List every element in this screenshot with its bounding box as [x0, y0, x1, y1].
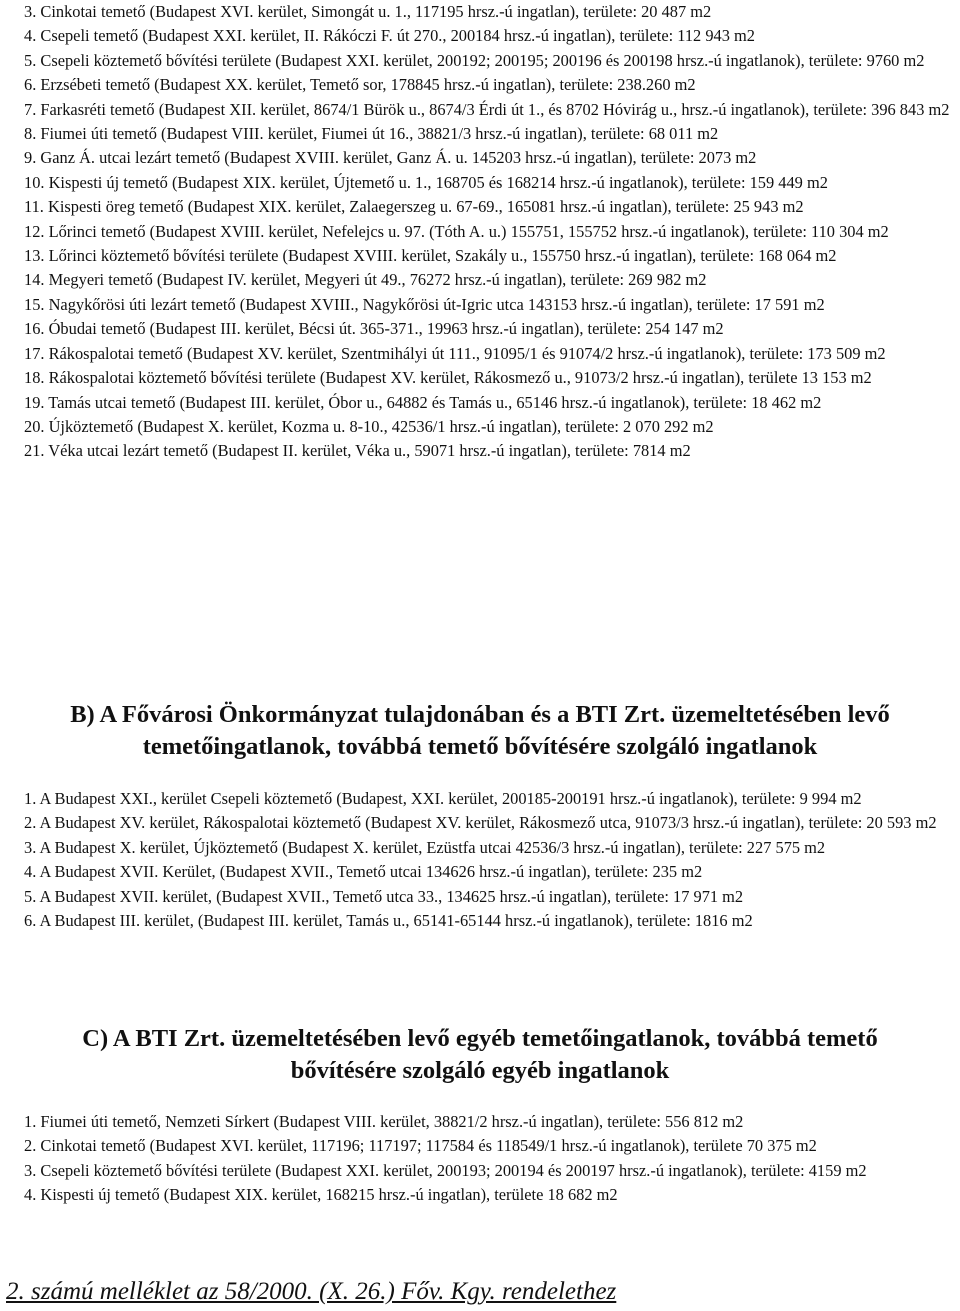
list-item: 4. Csepeli temető (Budapest XXI. kerület, II. Rákóczi F. út 270., 200184 hrsz.-ú ingatlan), területe: 112 943 m2	[24, 26, 755, 46]
list-item: 18. Rákospalotai köztemető bővítési területe (Budapest XV. kerület, Rákosmező u., 91073/2 hrsz.-ú ingatlan), területe 13 153 m2	[24, 368, 872, 388]
section-b-heading: B) A Fővárosi Önkormányzat tulajdonában és a BTI Zrt. üzemeltetésében levő temetőingatlanok, továbbá temető bővítésére szolgáló ingatlanok	[70, 701, 890, 760]
list-item: 5. A Budapest XVII. kerület, (Budapest XVII., Temető utca 33., 134625 hrsz.-ú ingatlan), területe: 17 971 m2	[24, 886, 744, 906]
list-item: 2. A Budapest XV. kerület, Rákospalotai köztemető (Budapest XV. kerület, Rákosmező utca, 91073/3 hrsz.-ú ingatlan), területe: 20 593 m2	[24, 813, 937, 833]
list-item: 3. A Budapest X. kerület, Újköztemető (Budapest X. kerület, Ezüstfa utcai 42536/3 hrsz.-ú ingatlan), területe: 227 575 m2	[24, 837, 826, 857]
list-item: 17. Rákospalotai temető (Budapest XV. kerület, Szentmihályi út 111., 91095/1 és 91074/2 hrsz.-ú ingatlanok), területe: 173 509 m2	[24, 343, 886, 363]
list-item: 7. Farkasréti temető (Budapest XII. kerület, 8674/1 Bürök u., 8674/3 Érdi út 1., és 8702 Hóvirág u., hrsz.-ú ingatlanok), területe: 396 843 m2	[24, 99, 950, 119]
section-a-list	[0, 0, 960, 464]
section-c-list	[0, 1110, 960, 1208]
list-item: 16. Óbudai temető (Budapest III. kerület, Bécsi út. 365-371., 19963 hrsz.-ú ingatlan), területe: 254 147 m2	[24, 319, 724, 339]
list-item: 1. Fiumei úti temető, Nemzeti Sírkert (Budapest VIII. kerület, 38821/2 hrsz.-ú ingatlan), területe: 556 812 m2	[24, 1112, 744, 1131]
list-item: 10. Kispesti új temető (Budapest XIX. kerület, Újtemető u. 1., 168705 és 168214 hrsz.-ú ingatlanok), területe: 159 449 m2	[24, 172, 828, 192]
list-item: 20. Újköztemető (Budapest X. kerület, Kozma u. 8-10., 42536/1 hrsz.-ú ingatlan), területe: 2 070 292 m2	[24, 416, 714, 436]
annex-title: 2. számú melléklet az 58/2000. (X. 26.) Főv. Kgy. rendelethez	[6, 1278, 617, 1305]
list-item: 11. Kispesti öreg temető (Budapest XIX. kerület, Zalaegerszeg u. 67-69., 165081 hrsz.-ú ingatlan), területe: 25 943 m2	[24, 197, 804, 217]
list-item: 6. A Budapest III. kerület, (Budapest III. kerület, Tamás u., 65141-65144 hrsz.-ú ingatlanok), területe: 1816 m2	[24, 911, 753, 931]
list-item: 3. Csepeli köztemető bővítési területe (Budapest XXI. kerület, 200193; 200194 és 200197 hrsz.-ú ingatlanok), területe: 4159 m2	[24, 1160, 867, 1180]
list-item: 14. Megyeri temető (Budapest IV. kerület, Megyeri út 49., 76272 hrsz.-ú ingatlan), területe: 269 982 m2	[24, 270, 707, 290]
list-item: 1. A Budapest XXI., kerület Csepeli köztemető (Budapest, XXI. kerület, 200185-200191 hrsz.-ú ingatlanok), területe: 9 994 m2	[24, 789, 862, 808]
list-item: 2. Cinkotai temető (Budapest XVI. kerület, 117196; 117197; 117584 és 118549/1 hrsz.-ú ingatlanok), területe 70 375 m2	[24, 1136, 817, 1156]
section-c-heading: C) A BTI Zrt. üzemeltetésében levő egyéb temetőingatlanok, továbbá temető bővítésére szolgáló egyéb ingatlanok	[82, 1025, 878, 1084]
list-item: 4. A Budapest XVII. Kerület, (Budapest XVII., Temető utcai 134626 hrsz.-ú ingatlan), területe: 235 m2	[24, 862, 703, 882]
list-item: 6. Erzsébeti temető (Budapest XX. kerület, Temető sor, 178845 hrsz.-ú ingatlan), területe: 238.260 m2	[24, 75, 696, 95]
list-item: 4. Kispesti új temető (Budapest XIX. kerület, 168215 hrsz.-ú ingatlan), területe 18 682 m2	[24, 1185, 618, 1205]
list-item: 19. Tamás utcai temető (Budapest III. kerület, Óbor u., 64882 és Tamás u., 65146 hrsz.-ú ingatlanok), területe: 18 462 m2	[24, 392, 822, 412]
list-item: 9. Ganz Á. utcai lezárt temető (Budapest XVIII. kerület, Ganz Á. u. 145203 hrsz.-ú ingatlan), területe: 2073 m2	[24, 148, 757, 168]
section-b-list	[0, 787, 960, 933]
list-item: 8. Fiumei úti temető (Budapest VIII. kerület, Fiumei út 16., 38821/3 hrsz.-ú ingatlan), területe: 68 011 m2	[24, 124, 719, 144]
list-item: 13. Lőrinci köztemető bővítési területe (Budapest XVIII. kerület, Szakály u., 155750 hrsz.-ú ingatlan), területe: 168 064 m2	[24, 246, 837, 266]
list-item: 15. Nagykőrösi úti lezárt temető (Budapest XVIII., Nagykőrösi út-Igric utca 143153 hrsz.-ú ingatlan), területe: 17 591 m2	[24, 294, 825, 314]
list-item: 5. Csepeli köztemető bővítési területe (Budapest XXI. kerület, 200192; 200195; 200196 és 200198 hrsz.-ú ingatlanok), területe: 9760 m2	[24, 50, 925, 70]
list-item: 21. Véka utcai lezárt temető (Budapest II. kerület, Véka u., 59071 hrsz.-ú ingatlan), területe: 7814 m2	[24, 441, 691, 461]
list-item: 12. Lőrinci temető (Budapest XVIII. kerület, Nefelejcs u. 97. (Tóth A. u.) 155751, 155752 hrsz.-ú ingatlanok), területe: 110 304 m2	[24, 221, 889, 241]
list-item: 3. Cinkotai temető (Budapest XVI. kerület, Simongát u. 1., 117195 hrsz.-ú ingatlan), területe: 20 487 m2	[24, 2, 712, 21]
